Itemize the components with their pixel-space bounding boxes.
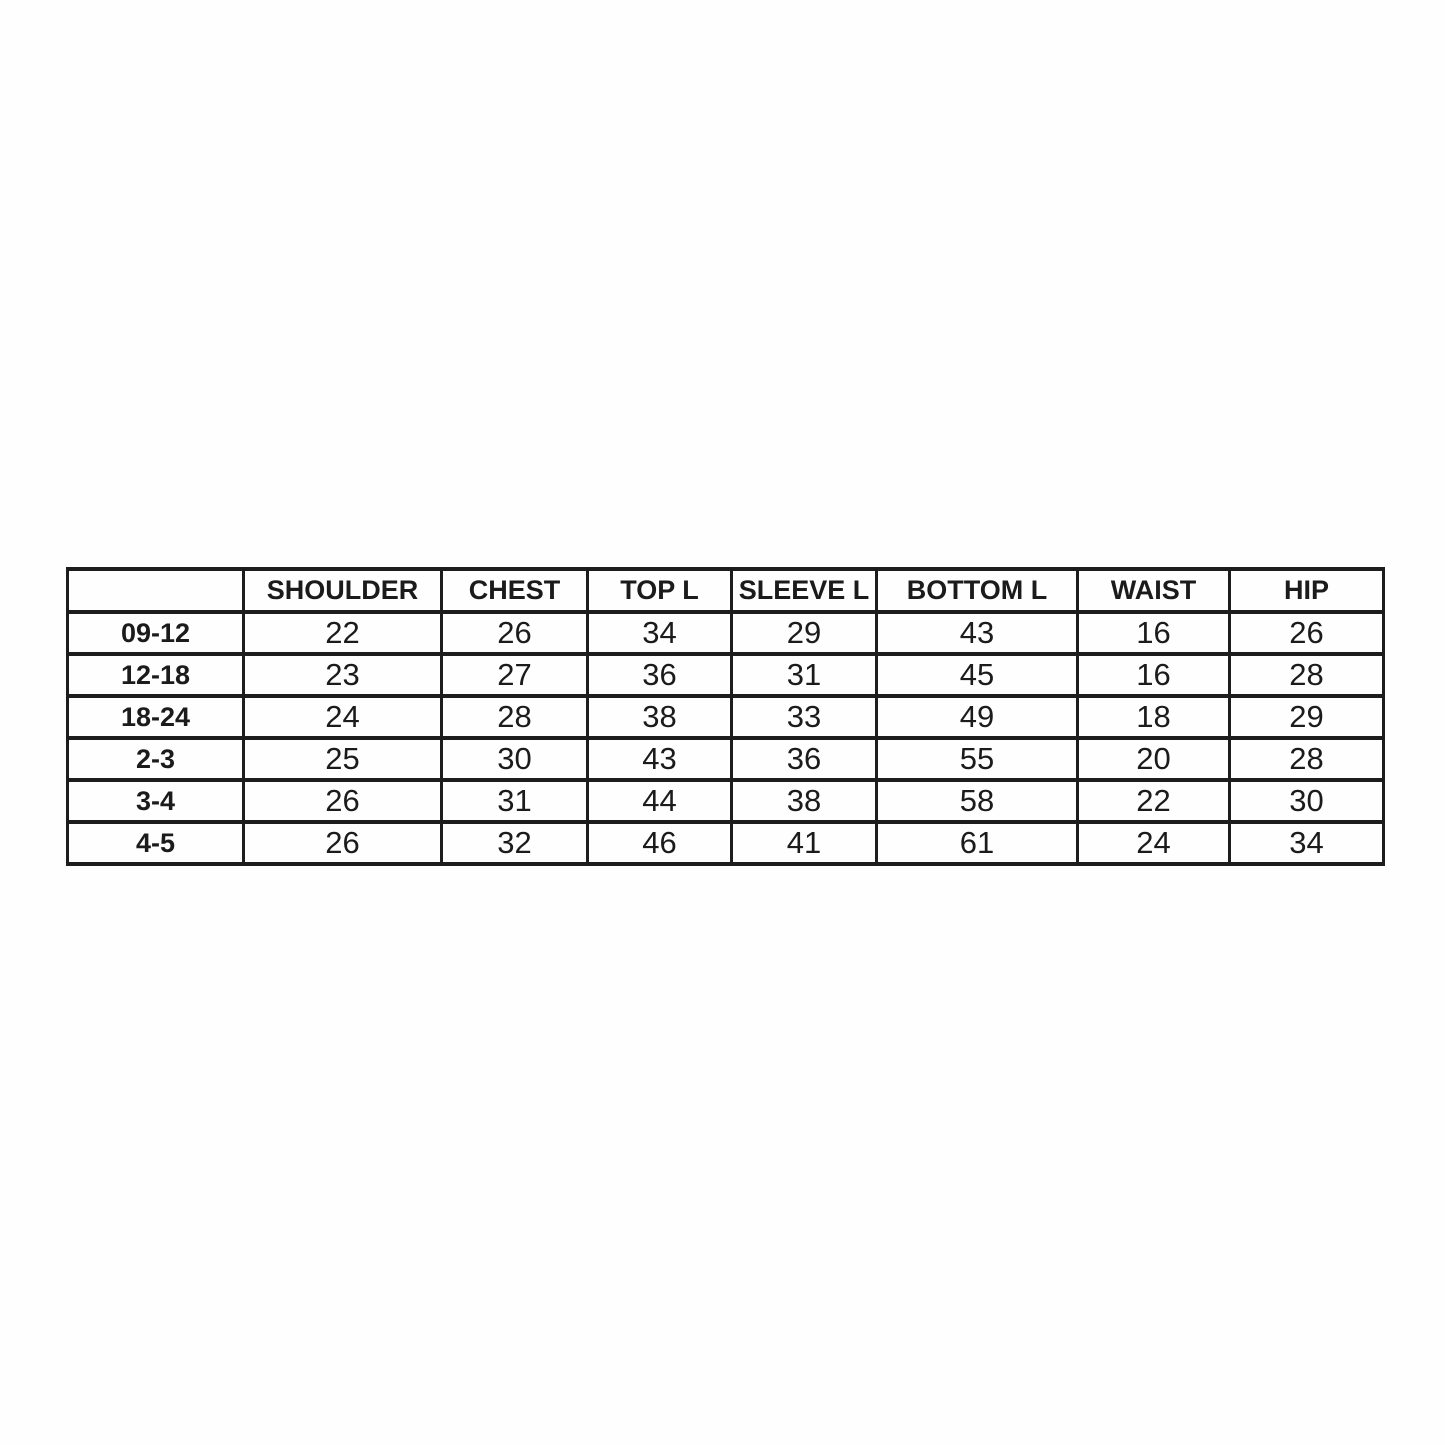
table-row (68, 654, 1384, 696)
cell-value: 31 (732, 654, 877, 696)
row-label: 12-18 (68, 654, 244, 696)
cell-value: 29 (732, 612, 877, 654)
cell-value: 58 (877, 780, 1078, 822)
cell-value: 24 (244, 696, 442, 738)
cell-value: 46 (588, 822, 732, 864)
cell-value: 43 (588, 738, 732, 780)
table-row (68, 612, 1384, 654)
table-row (68, 696, 1384, 738)
column-header-hip: HIP (1230, 569, 1384, 612)
cell-value: 22 (244, 612, 442, 654)
cell-value: 20 (1078, 738, 1230, 780)
table-row (68, 780, 1384, 822)
cell-value: 26 (1230, 612, 1384, 654)
cell-value: 26 (442, 612, 588, 654)
cell-value: 49 (877, 696, 1078, 738)
cell-value: 34 (1230, 822, 1384, 864)
cell-value: 36 (732, 738, 877, 780)
cell-value: 29 (1230, 696, 1384, 738)
cell-value: 31 (442, 780, 588, 822)
cell-value: 28 (1230, 654, 1384, 696)
row-label: 3-4 (68, 780, 244, 822)
cell-value: 25 (244, 738, 442, 780)
cell-value: 32 (442, 822, 588, 864)
cell-value: 61 (877, 822, 1078, 864)
cell-value: 34 (588, 612, 732, 654)
cell-value: 18 (1078, 696, 1230, 738)
cell-value: 16 (1078, 654, 1230, 696)
cell-value: 24 (1078, 822, 1230, 864)
cell-value: 23 (244, 654, 442, 696)
row-label: 4-5 (68, 822, 244, 864)
row-label: 09-12 (68, 612, 244, 654)
cell-value: 30 (442, 738, 588, 780)
column-header-sleeve-l: SLEEVE L (732, 569, 877, 612)
cell-value: 30 (1230, 780, 1384, 822)
cell-value: 36 (588, 654, 732, 696)
table-header-row (68, 569, 1384, 612)
cell-value: 27 (442, 654, 588, 696)
cell-value: 43 (877, 612, 1078, 654)
column-header-chest: CHEST (442, 569, 588, 612)
column-header-bottom-l: BOTTOM L (877, 569, 1078, 612)
column-header-shoulder: SHOULDER (244, 569, 442, 612)
cell-value: 45 (877, 654, 1078, 696)
cell-value: 26 (244, 822, 442, 864)
column-header-waist: WAIST (1078, 569, 1230, 612)
cell-value: 16 (1078, 612, 1230, 654)
cell-value: 41 (732, 822, 877, 864)
size-chart-table (66, 567, 1385, 866)
row-label: 18-24 (68, 696, 244, 738)
row-label: 2-3 (68, 738, 244, 780)
cell-value: 28 (442, 696, 588, 738)
cell-value: 26 (244, 780, 442, 822)
column-header-top-l: TOP L (588, 569, 732, 612)
cell-value: 33 (732, 696, 877, 738)
cell-value: 28 (1230, 738, 1384, 780)
cell-value: 22 (1078, 780, 1230, 822)
cell-value: 55 (877, 738, 1078, 780)
table-row (68, 738, 1384, 780)
cell-value: 38 (732, 780, 877, 822)
table-row (68, 822, 1384, 864)
cell-value: 38 (588, 696, 732, 738)
cell-value: 44 (588, 780, 732, 822)
column-header-size (68, 569, 244, 612)
